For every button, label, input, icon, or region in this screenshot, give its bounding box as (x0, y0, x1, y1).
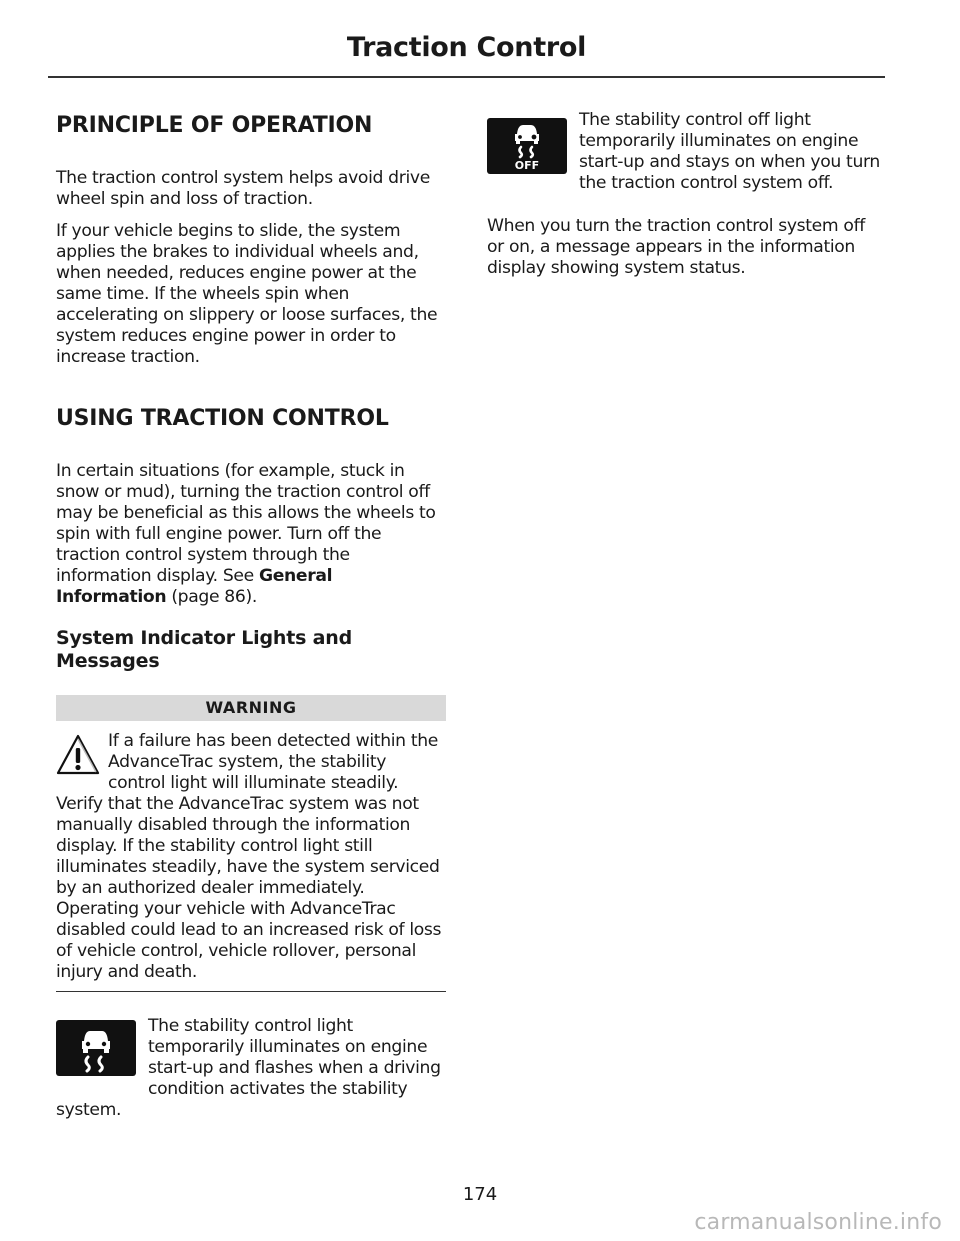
stability-light-block (56, 1016, 446, 1132)
warning-box (56, 731, 446, 983)
warning-triangle-icon (56, 733, 100, 777)
principle-paragraph-2: If your vehicle begins to slide, the system applies the brakes to individual wheels and, when needed, reduces engine power at the same time. If the wheels spin when accelerating on slippery or loose surfaces, the system reduces engine power in order to increase traction. (56, 221, 438, 367)
general-information-link[interactable]: General Information (56, 566, 333, 607)
stability-off-block (487, 110, 881, 205)
stability-light-text: The stability control light temporarily illuminates on engine start-up and flashes when a driving condition activates the stability system. (56, 1016, 441, 1120)
watermark: carmanualsonline.info (694, 1210, 942, 1235)
indicators-heading: System Indicator Lights and Messages (56, 627, 352, 672)
page-title: Traction Control (346, 32, 587, 63)
stability-off-text: The stability control off light temporarily illuminates on engine start-up and stays on when you turn the traction control system off. (579, 110, 880, 193)
left-column (56, 110, 446, 1132)
using-tail: (page 86). (166, 587, 257, 607)
right-column (487, 110, 881, 290)
principle-heading: PRINCIPLE OF OPERATION (56, 113, 373, 138)
page-header (48, 28, 885, 78)
stability-control-off-icon (487, 118, 567, 174)
message-text: When you turn the traction control system off or on, a message appears in the information display showing system status. (487, 216, 865, 278)
stability-control-icon (56, 1020, 136, 1076)
warning-label: WARNING (56, 695, 446, 721)
warning-divider (56, 991, 446, 992)
principle-paragraph-1: The traction control system helps avoid drive wheel spin and loss of traction. (56, 168, 430, 209)
warning-text: If a failure has been detected within the AdvanceTrac system, the stability control light will illuminate steadily. Verify that the AdvanceTrac system was not manually disabled through the information display. If the stability control light still illuminates steadily, have the system serviced by an authorized dealer immediately. Operating your vehicle with AdvanceTrac disabled could lead to an increased risk of loss of vehicle control, vehicle rollover, personal injury and death. (56, 731, 442, 982)
page-number: 174 (462, 1184, 498, 1205)
off-badge: OFF (514, 159, 540, 172)
using-heading: USING TRACTION CONTROL (56, 406, 389, 431)
using-paragraph (56, 461, 446, 608)
using-text: In certain situations (for example, stuck in snow or mud), turning the traction control off may be beneficial as this allows the wheels to spin with full engine power. Turn off the traction control system through the information display. See (56, 461, 436, 586)
